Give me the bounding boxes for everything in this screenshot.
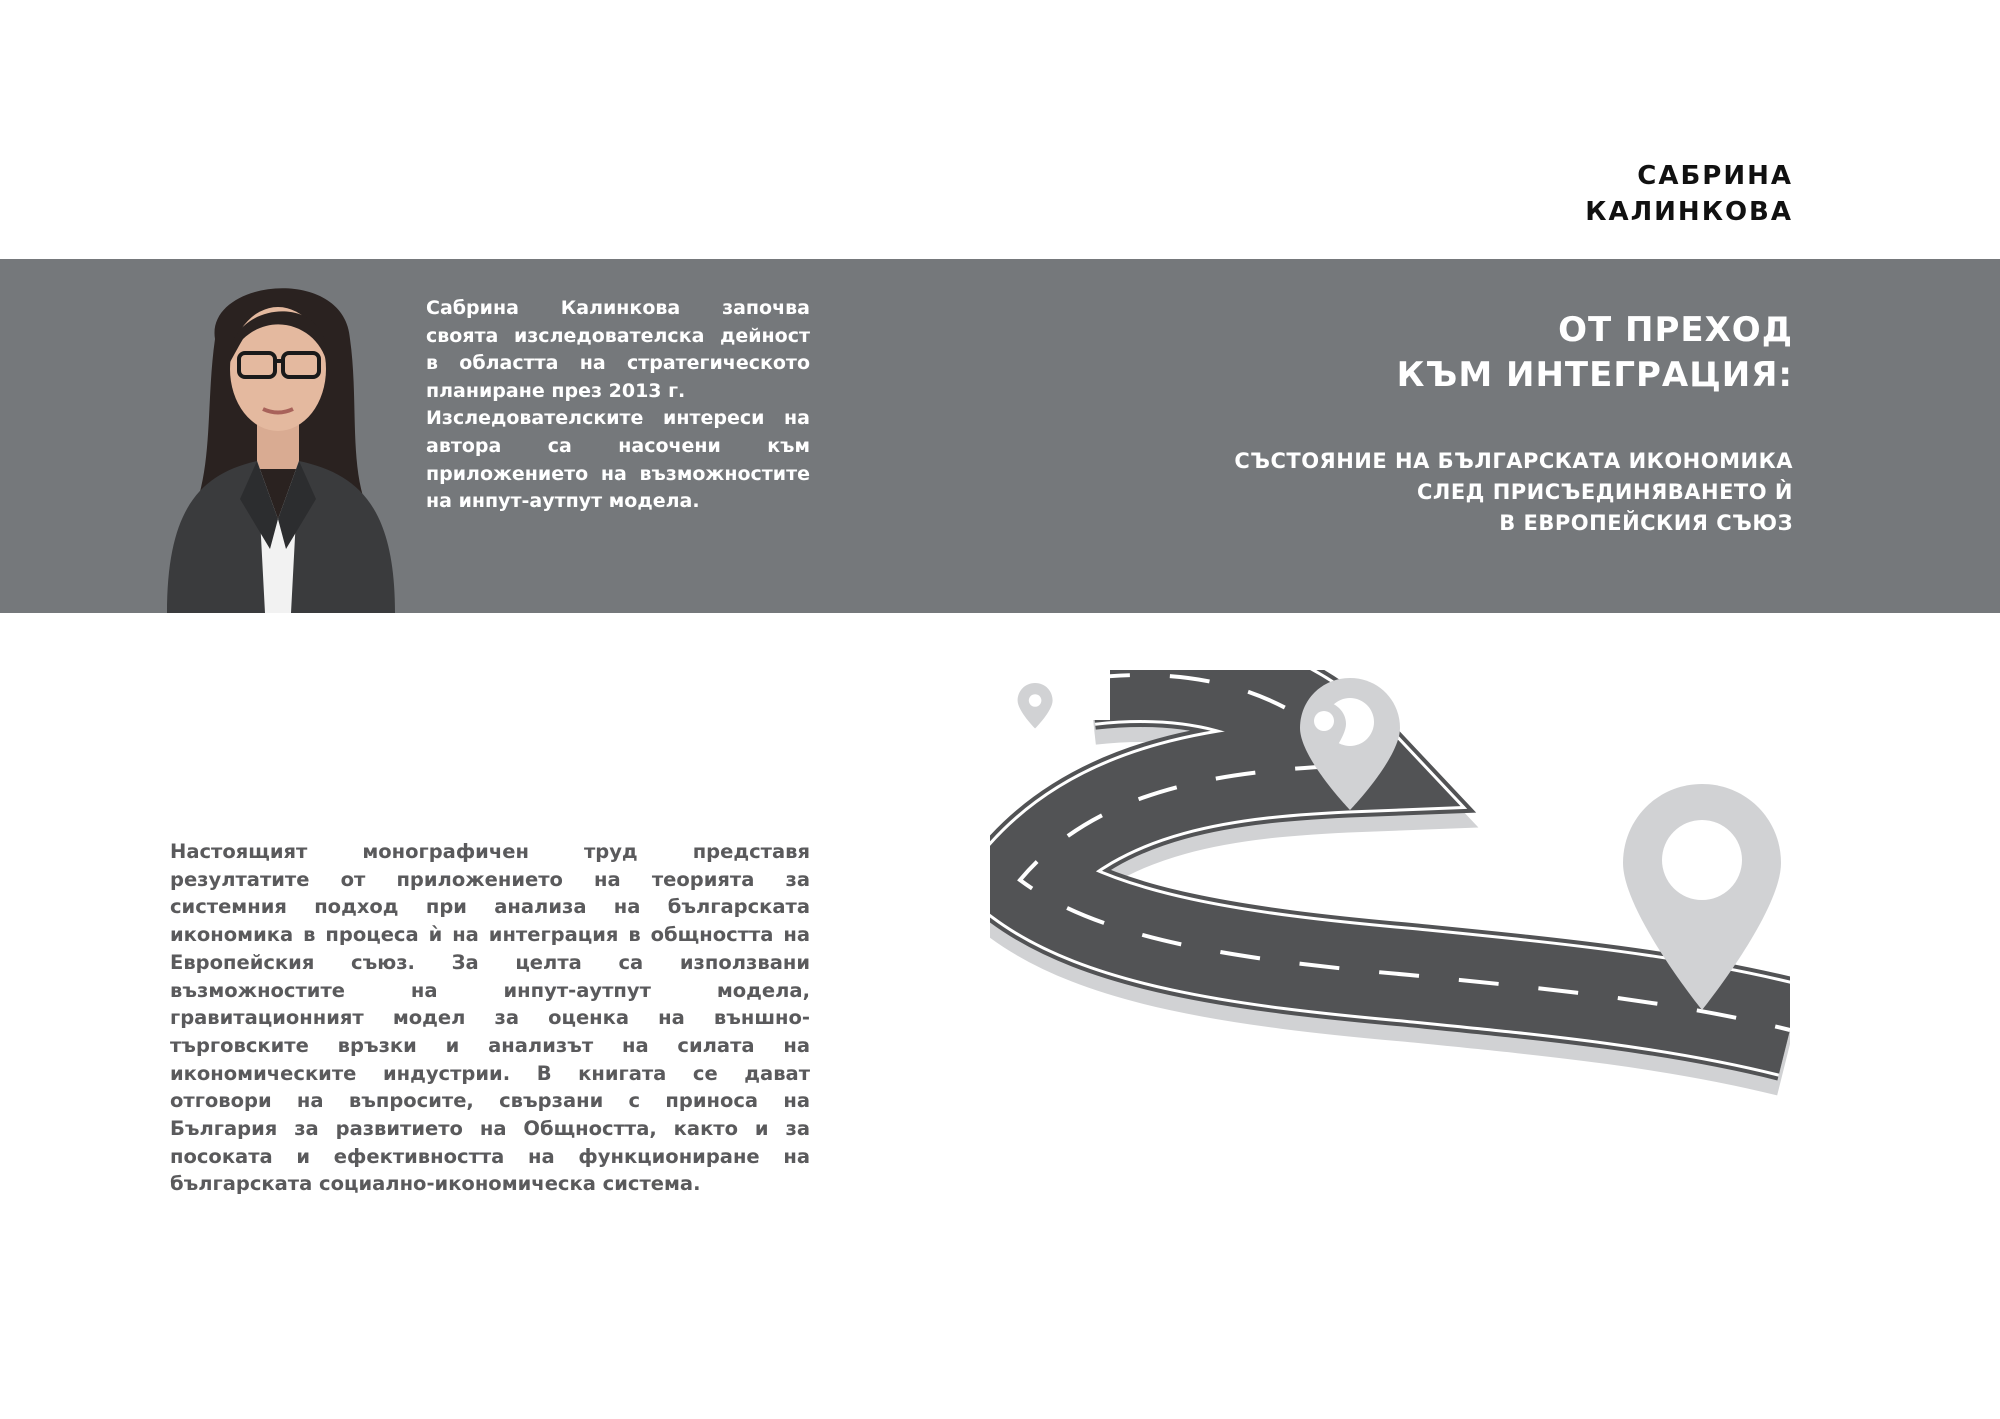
author-name (1585, 158, 1793, 230)
book-subtitle-line3: В ЕВРОПЕЙСКИЯ СЪЮЗ (1499, 511, 1793, 535)
map-pin-icon (1302, 702, 1346, 764)
book-title-line1: ОТ ПРЕХОД (1558, 310, 1793, 350)
author-bio (426, 295, 810, 516)
author-name-line2: КАЛИНКОВА (1585, 197, 1793, 227)
book-title (1234, 308, 1793, 398)
book-subtitle-line2: СЛЕД ПРИСЪЕДИНЯВАНЕТО Ѝ (1416, 480, 1793, 504)
book-subtitle (1234, 446, 1793, 539)
map-pin-icon (1623, 784, 1781, 1010)
book-subtitle-line1: СЪСТОЯНИЕ НА БЪЛГАРСКАТА ИКОНОМИКА (1234, 449, 1793, 473)
author-name-line1: САБРИНА (1637, 161, 1793, 191)
bio-paragraph: Сабрина Калинкова започва своята изследователска дейност в областта на стратегическото планиране през 2013 г. (426, 297, 810, 402)
book-title-line2: КЪМ ИНТЕГРАЦИЯ: (1396, 355, 1793, 395)
book-title-block (1234, 308, 1793, 539)
author-portrait (145, 269, 415, 613)
bio-paragraph: Изследователските интереси на автора са насочени към приложението на възможностите на инпут-аутпут модела. (426, 407, 810, 513)
book-abstract: Настоящият монографичен труд представя резултатите от приложението на теорията за системния подход при анализа на българската икономика в процеса ѝ на интеграция в общността на Европейския съюз. За целта са използвани възможностите на инпут-аутпут модела, гравитационният модел за оценка на външно-търговските връзки и анализът на силата на икономическите индустрии. В книгата се дават отговори на въпросите, свързани с приноса на България за развитието на Общността, както и за посоката и ефективността на функциониране на българската социално-икономическа система. (170, 840, 810, 1196)
